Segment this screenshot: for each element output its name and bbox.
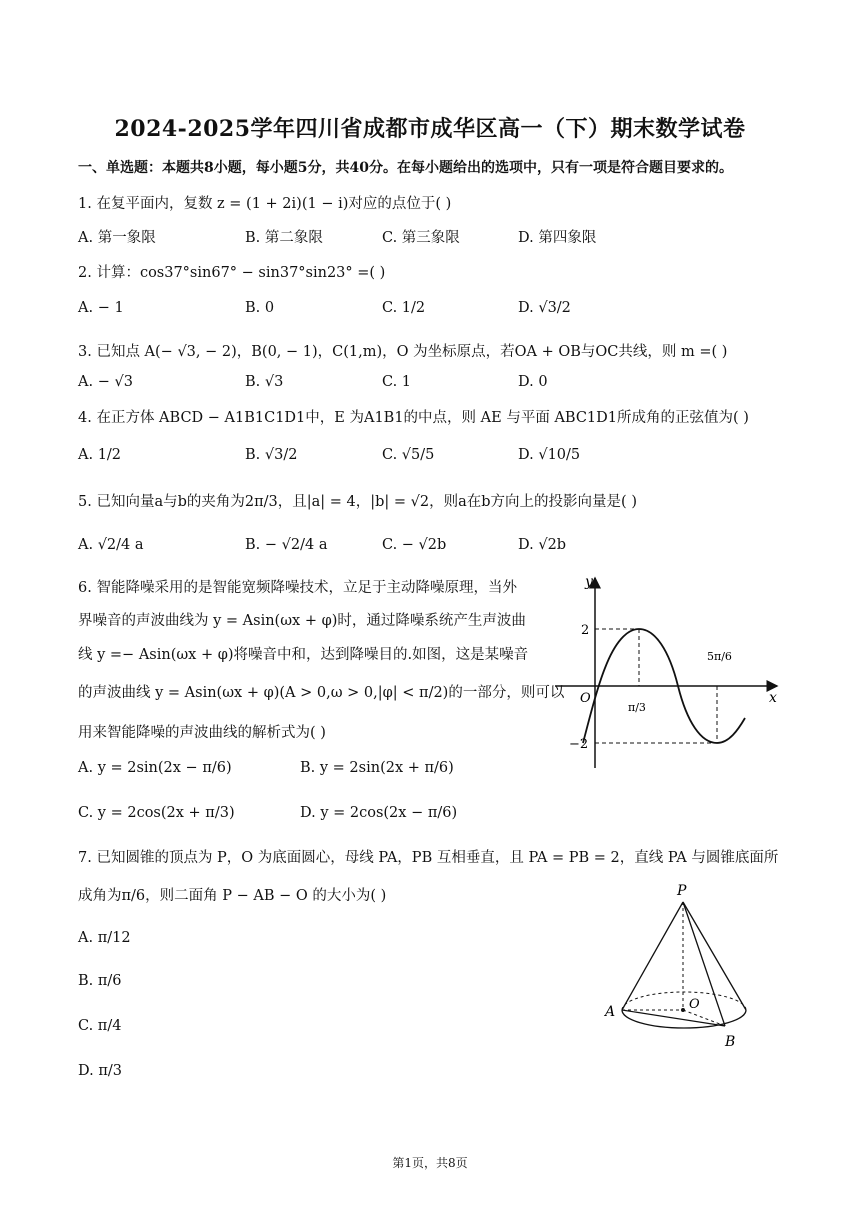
question-6-line-4: 的声波曲线 y = Asin(ωx + φ)(A > 0,ω > 0,|φ| < π/2)的一部分，则可以	[78, 685, 565, 701]
q6-option-d: D. y = 2cos(2x − π/6)	[300, 805, 458, 821]
sine-wave-figure	[545, 570, 790, 775]
q4-option-d: D. √10/5	[518, 447, 581, 463]
q7-option-d: D. π/3	[78, 1063, 122, 1079]
q5-option-c: C. − √2b	[382, 537, 447, 553]
x2-label: 5π/6	[707, 650, 732, 663]
page-title: 2024-2025学年四川省成都市成华区高一（下）期末数学试卷	[114, 116, 746, 142]
q7-option-c: C. π/4	[78, 1018, 122, 1034]
q5-option-b: B. − √2/4 a	[245, 537, 328, 553]
label-b: B	[725, 1034, 736, 1050]
y-top-label: 2	[581, 623, 590, 638]
question-1-stem: 1. 在复平面内，复数 z = (1 + 2i)(1 − i)对应的点位于( )	[78, 196, 452, 212]
q4-option-b: B. √3/2	[245, 447, 298, 463]
page-footer: 第1页，共8页	[392, 1156, 468, 1170]
question-6-line-5: 用来智能降噪的声波曲线的解析式为( )	[78, 725, 326, 741]
question-3-stem: 3. 已知点 A(− √3, − 2)，B(0, − 1)，C(1,m)，O 为坐标原点，若OA + OB与OC共线，则 m =( )	[78, 344, 728, 360]
label-p: P	[677, 883, 687, 899]
question-6-line-2: 界噪音的声波曲线为 y = Asin(ωx + φ)时，通过降噪系统产生声波曲	[78, 613, 526, 629]
q3-option-a: A. − √3	[78, 374, 133, 390]
question-7-line-2: 成角为π/6，则二面角 P − AB − O 的大小为( )	[78, 888, 387, 904]
label-o: O	[689, 997, 700, 1012]
q6-option-a: A. y = 2sin(2x − π/6)	[78, 760, 232, 776]
q2-option-c: C. 1/2	[382, 300, 426, 316]
q6-option-b: B. y = 2sin(2x + π/6)	[300, 760, 454, 776]
q2-option-b: B. 0	[245, 300, 275, 316]
question-4-stem: 4. 在正方体 ABCD − A1B1C1D1中，E 为A1B1的中点，则 AE 与平面 ABC1D1所成角的正弦值为( )	[78, 410, 749, 426]
y-axis-label: y	[585, 574, 593, 590]
y-bottom-label: −2	[569, 737, 589, 752]
q7-option-b: B. π/6	[78, 973, 122, 989]
origin-label: O	[580, 691, 591, 706]
q3-option-b: B. √3	[245, 374, 284, 390]
question-6-line-3: 线 y =− Asin(ωx + φ)将噪音中和，达到降噪目的.如图，这是某噪音	[78, 647, 529, 663]
q5-option-d: D. √2b	[518, 537, 567, 553]
q2-option-a: A. − 1	[78, 300, 124, 316]
q3-option-d: D. 0	[518, 374, 548, 390]
q3-option-c: C. 1	[382, 374, 412, 390]
x-axis-label: x	[769, 690, 777, 706]
question-6-line-1: 6. 智能降噪采用的是智能宽频降噪技术，立足于主动降噪原理，当外	[78, 580, 517, 596]
question-5-stem: 5. 已知向量a与b的夹角为2π/3，且|a| = 4，|b| = √2，则a在b方向上的投影向量是( )	[78, 494, 637, 510]
x1-label: π/3	[628, 701, 646, 714]
q1-option-d: D. 第四象限	[518, 230, 597, 246]
q1-option-b: B. 第二象限	[245, 230, 323, 246]
q4-option-c: C. √5/5	[382, 447, 435, 463]
q2-option-d: D. √3/2	[518, 300, 571, 316]
q7-option-a: A. π/12	[78, 930, 131, 946]
question-7-line-1: 7. 已知圆锥的顶点为 P，O 为底面圆心，母线 PA，PB 互相垂直，且 PA = PB = 2，直线 PA 与圆锥底面所	[78, 850, 779, 866]
question-2-stem: 2. 计算：cos37°sin67° − sin37°sin23° =( )	[78, 265, 386, 281]
cone-figure	[595, 880, 770, 1060]
section-heading: 一、单选题：本题共8小题，每小题5分，共40分。在每小题给出的选项中，只有一项是符合题目要求的。	[78, 160, 733, 176]
q1-option-a: A. 第一象限	[78, 230, 156, 246]
q5-option-a: A. √2/4 a	[78, 537, 144, 553]
label-a: A	[605, 1004, 616, 1020]
q4-option-a: A. 1/2	[78, 447, 122, 463]
q1-option-c: C. 第三象限	[382, 230, 460, 246]
q6-option-c: C. y = 2cos(2x + π/3)	[78, 805, 235, 821]
